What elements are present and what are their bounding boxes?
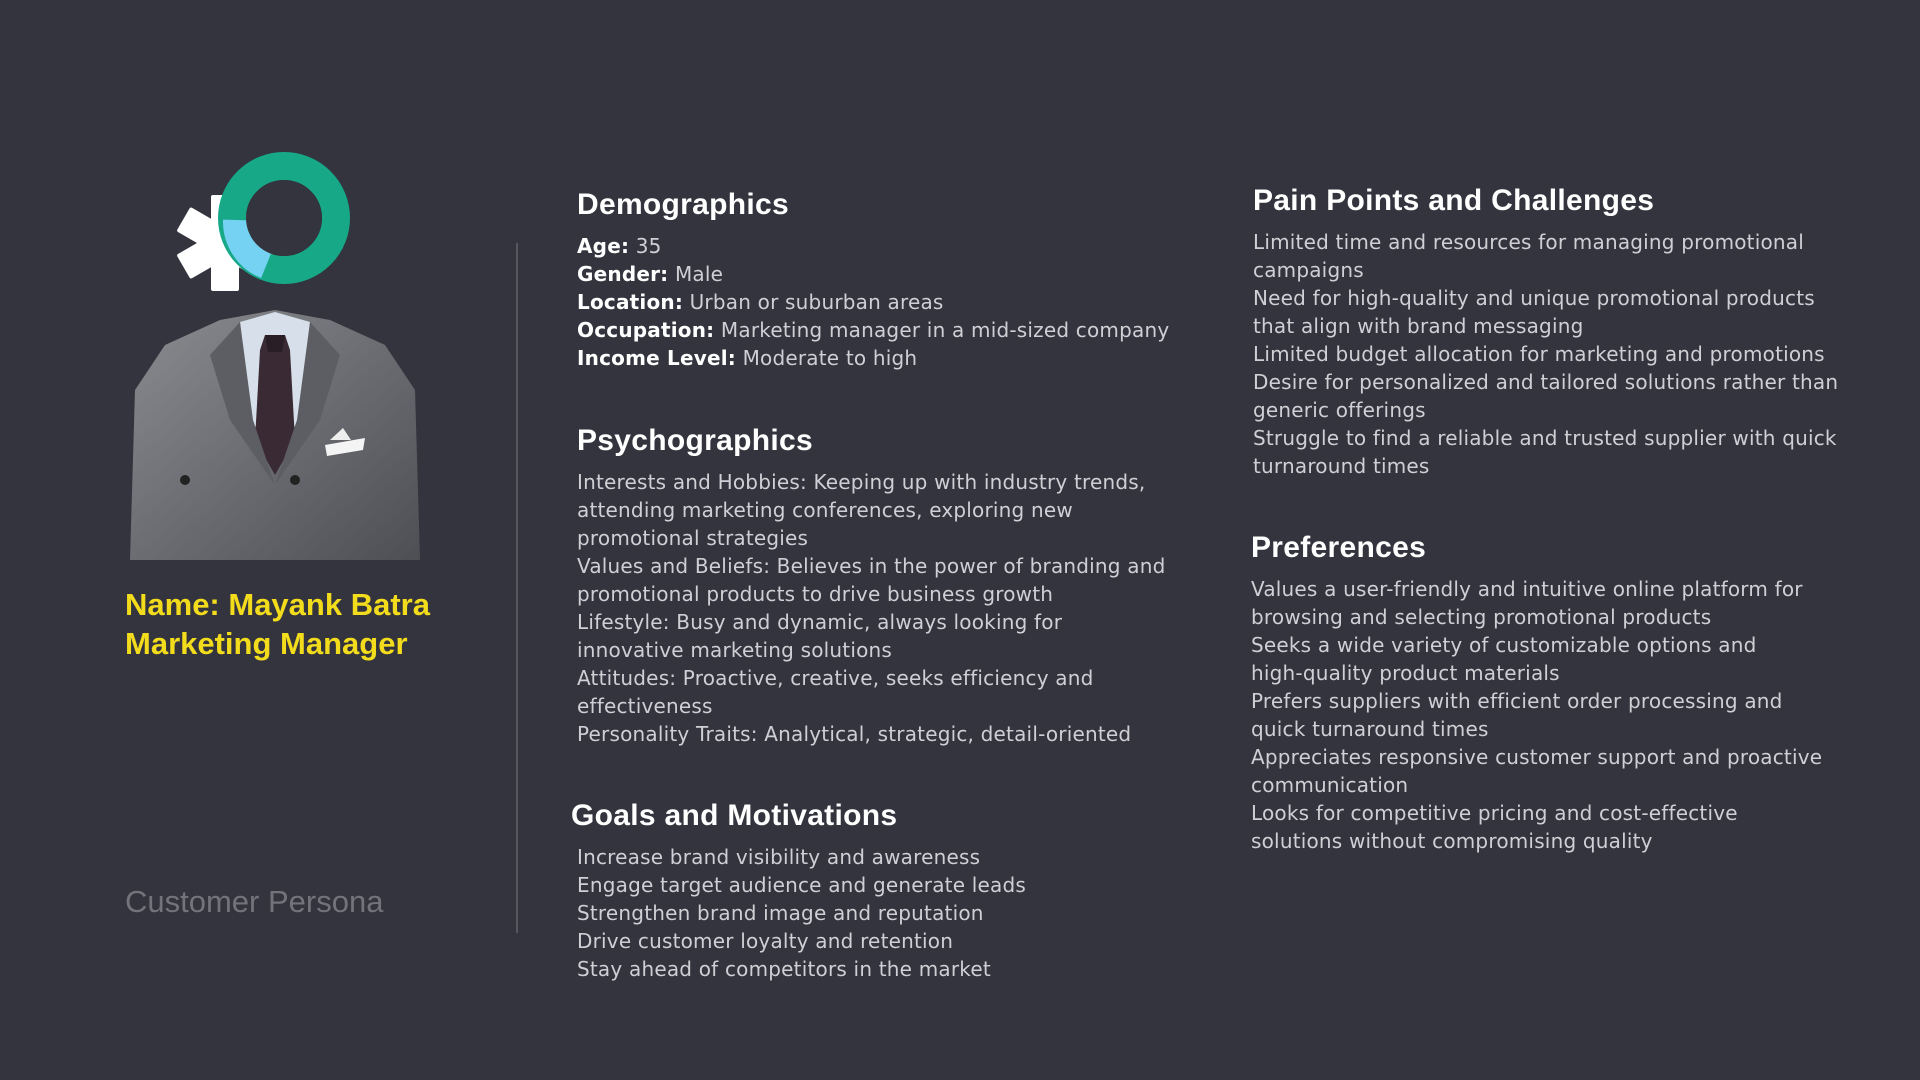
demographics-row <box>577 288 1169 316</box>
demographics-label: Occupation: <box>577 318 715 342</box>
pain-points-line: Struggle to find a reliable and trusted supplier with quick <box>1253 426 1837 450</box>
preferences-line: communication <box>1251 773 1409 797</box>
pain-points-line: Limited budget allocation for marketing and promotions <box>1253 342 1825 366</box>
psychographics-line: Values and Beliefs: Believes in the power of branding and <box>577 554 1166 578</box>
psychographics-line: attending marketing conferences, exploring new <box>577 498 1073 522</box>
preferences-line: Values a user-friendly and intuitive online platform for <box>1251 577 1803 601</box>
pain-points-line: campaigns <box>1253 258 1364 282</box>
vertical-divider <box>516 243 518 933</box>
demographics-row <box>577 316 1169 344</box>
suit-illustration <box>125 300 425 560</box>
pain-points-line: that align with brand messaging <box>1253 314 1584 338</box>
goals-line: Stay ahead of competitors in the market <box>577 957 991 981</box>
goals-section <box>571 799 1026 983</box>
pain-points-line: Need for high-quality and unique promotional products <box>1253 286 1815 310</box>
preferences-line: Looks for competitive pricing and cost-effective <box>1251 801 1738 825</box>
demographics-value: Marketing manager in a mid-sized company <box>720 318 1170 342</box>
pain-points-line: Desire for personalized and tailored solutions rather than <box>1253 370 1839 394</box>
preferences-line: browsing and selecting promotional products <box>1251 605 1712 629</box>
psychographics-line: Attitudes: Proactive, creative, seeks efficiency and <box>577 666 1094 690</box>
demographics-label: Gender: <box>577 262 669 286</box>
demographics-row <box>577 260 1169 288</box>
psychographics-line: promotional products to drive business growth <box>577 582 1054 606</box>
demographics-value: Urban or suburban areas <box>689 290 944 314</box>
pain-points-section <box>1253 184 1838 480</box>
preferences-section <box>1251 531 1822 855</box>
footer-label: Customer Persona <box>125 884 384 919</box>
demographics-label: Location: <box>577 290 684 314</box>
persona-role-line: Marketing Manager <box>125 626 408 661</box>
pain-points-line: turnaround times <box>1253 454 1430 478</box>
demographics-label: Age: <box>577 234 630 258</box>
preferences-line: Appreciates responsive customer support and proactive <box>1251 745 1823 769</box>
psychographics-line: effectiveness <box>577 694 713 718</box>
goals-line: Increase brand visibility and awareness <box>577 845 981 869</box>
persona-name-line: Name: Mayank Batra <box>125 587 430 622</box>
preferences-line: Seeks a wide variety of customizable options and <box>1251 633 1757 657</box>
demographics-label: Income Level: <box>577 346 737 370</box>
goals-line: Drive customer loyalty and retention <box>577 929 954 953</box>
demographics-value: Moderate to high <box>742 346 918 370</box>
preferences-line: solutions without compromising quality <box>1251 829 1653 853</box>
psychographics-line: Lifestyle: Busy and dynamic, always looking for <box>577 610 1063 634</box>
pain-points-line: generic offerings <box>1253 398 1426 422</box>
persona-name <box>125 585 505 663</box>
psychographics-line: innovative marketing solutions <box>577 638 893 662</box>
preferences-title: Preferences <box>1251 531 1427 564</box>
psychographics-line: promotional strategies <box>577 526 809 550</box>
preferences-line: high-quality product materials <box>1251 661 1560 685</box>
goals-line: Strengthen brand image and reputation <box>577 901 984 925</box>
pain-points-title: Pain Points and Challenges <box>1253 184 1655 217</box>
demographics-row <box>577 344 1169 372</box>
demographics-row <box>577 232 1169 260</box>
psychographics-line: Interests and Hobbies: Keeping up with industry trends, <box>577 470 1146 494</box>
goals-title: Goals and Motivations <box>571 799 898 832</box>
demographics-value: Male <box>674 262 724 286</box>
pain-points-line: Limited time and resources for managing promotional <box>1253 230 1805 254</box>
psychographics-line: Personality Traits: Analytical, strategic, detail-oriented <box>577 722 1132 746</box>
company-logo-icon <box>170 148 360 298</box>
demographics-title: Demographics <box>577 188 789 221</box>
demographics-section <box>577 188 1169 372</box>
preferences-line: Prefers suppliers with efficient order processing and <box>1251 689 1783 713</box>
psychographics-section <box>577 424 1165 748</box>
preferences-line: quick turnaround times <box>1251 717 1489 741</box>
demographics-value: 35 <box>635 234 662 258</box>
psychographics-title: Psychographics <box>577 424 813 457</box>
goals-line: Engage target audience and generate leads <box>577 873 1026 897</box>
